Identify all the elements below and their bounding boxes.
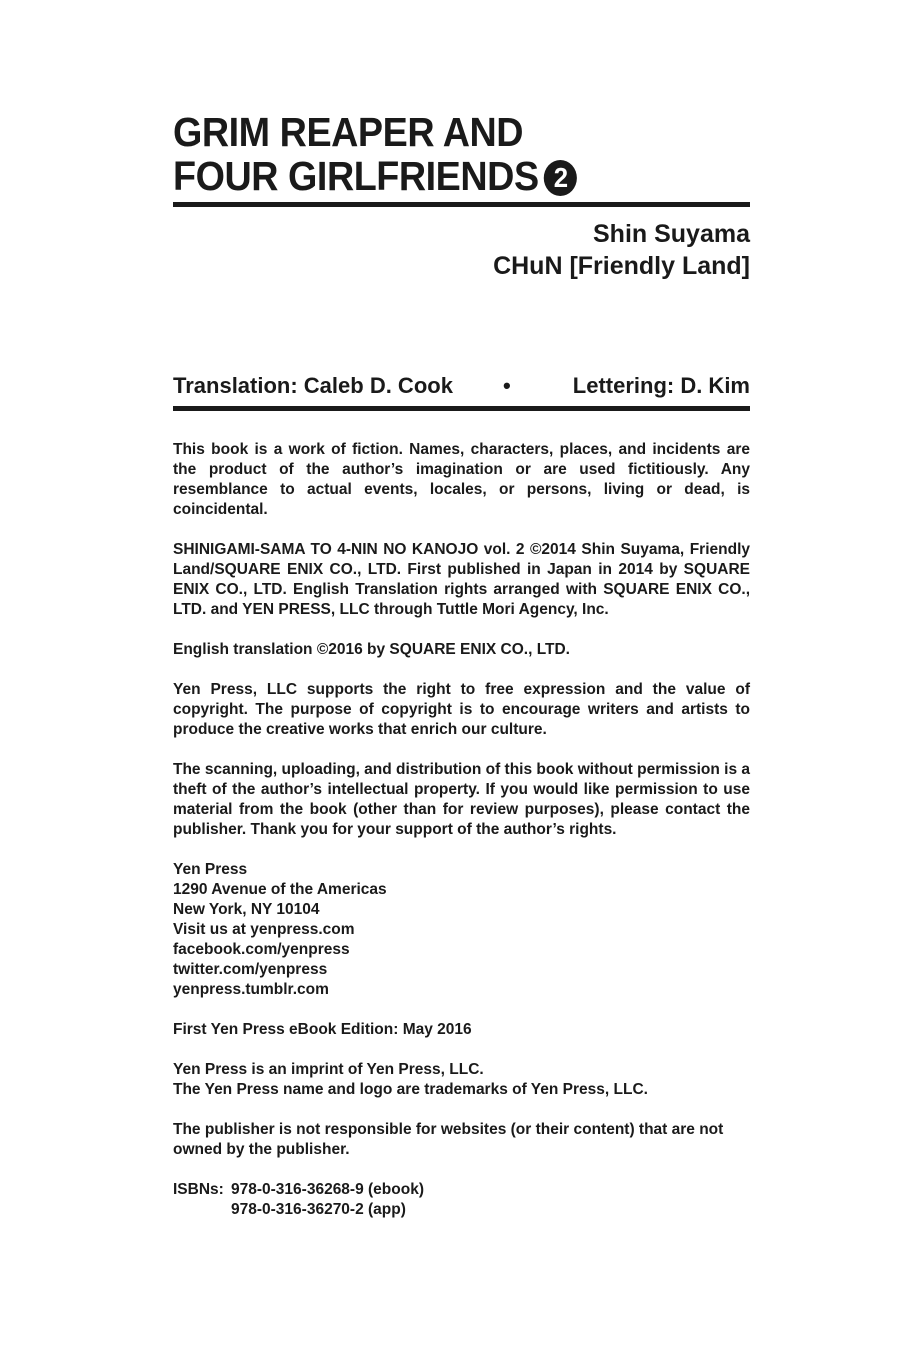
title-line-1: GRIM REAPER AND (173, 109, 524, 155)
isbn-values (231, 1180, 424, 1220)
publisher-line: Yen Press (173, 861, 248, 878)
publisher-line: New York, NY 10104 (173, 901, 320, 918)
publisher-line: yenpress.tumblr.com (173, 981, 329, 998)
fiction-notice: This book is a work of fiction. Names, characters, places, and incidents are the product of the author’s imagination or are used fictitiously. Any resemblance to actual events, locales, or persons, living or dead, is coincidental. (173, 441, 750, 518)
credits-divider (173, 406, 750, 411)
isbn-ebook: 978-0-316-36268-9 (ebook) (231, 1181, 424, 1198)
volume-number-badge: 2 (544, 160, 577, 196)
translation-copyright-notice: English translation ©2016 by SQUARE ENIX CO., LTD. (173, 641, 570, 658)
isbn-label: ISBNs: (173, 1181, 224, 1198)
book-title (173, 110, 750, 198)
title-line-2 (173, 154, 704, 198)
edition-notice: First Yen Press eBook Edition: May 2016 (173, 1021, 472, 1038)
authors (493, 218, 750, 282)
original-copyright-notice: SHINIGAMI-SAMA TO 4-NIN NO KANOJO vol. 2 ©2014 Shin Suyama, Friendly Land/SQUARE ENIX CO., LTD. First published in Japan in 2014 by SQUARE ENIX CO., LTD. English Translation rights arranged with SQUARE ENIX CO., LTD. and YEN PRESS, LLC through Tuttle Mori Agency, Inc. (173, 541, 750, 618)
credits-row (173, 371, 750, 401)
publisher-address (173, 860, 750, 1000)
piracy-notice: The scanning, uploading, and distribution of this book without permission is a theft of the author’s intellectual property. If you would like permission to use material from the book (other than for review purposes), please contact the publisher. Thank you for your support of the author’s rights. (173, 761, 750, 838)
title-divider (173, 202, 750, 207)
artist-name: CHuN [Friendly Land] (493, 252, 750, 280)
isbn-app: 978-0-316-36270-2 (app) (231, 1201, 406, 1218)
publisher-line: 1290 Avenue of the Americas (173, 881, 387, 898)
imprint-line-2: The Yen Press name and logo are trademarks of Yen Press, LLC. (173, 1081, 648, 1098)
publisher-line: twitter.com/yenpress (173, 961, 328, 978)
copyright-body (173, 440, 750, 1220)
lettering-credit: Lettering: D. Kim (572, 373, 750, 398)
isbn-block (173, 1180, 750, 1220)
free-expression-notice: Yen Press, LLC supports the right to free expression and the value of copyright. The purpose of copyright is to encourage writers and artists to produce the creative works that enrich our culture. (173, 681, 750, 738)
imprint-line-1: Yen Press is an imprint of Yen Press, LLC. (173, 1061, 484, 1078)
credit-separator: • (503, 373, 511, 398)
publisher-line: facebook.com/yenpress (173, 941, 350, 958)
translation-credit: Translation: Caleb D. Cook (173, 373, 453, 398)
author-name: Shin Suyama (593, 220, 750, 248)
title-line-2-text: FOUR GIRLFRIENDS (173, 153, 539, 199)
website-disclaimer: The publisher is not responsible for websites (or their content) that are not owned by the publisher. (173, 1121, 724, 1158)
imprint-notice (173, 1060, 750, 1100)
publisher-line: Visit us at yenpress.com (173, 921, 355, 938)
